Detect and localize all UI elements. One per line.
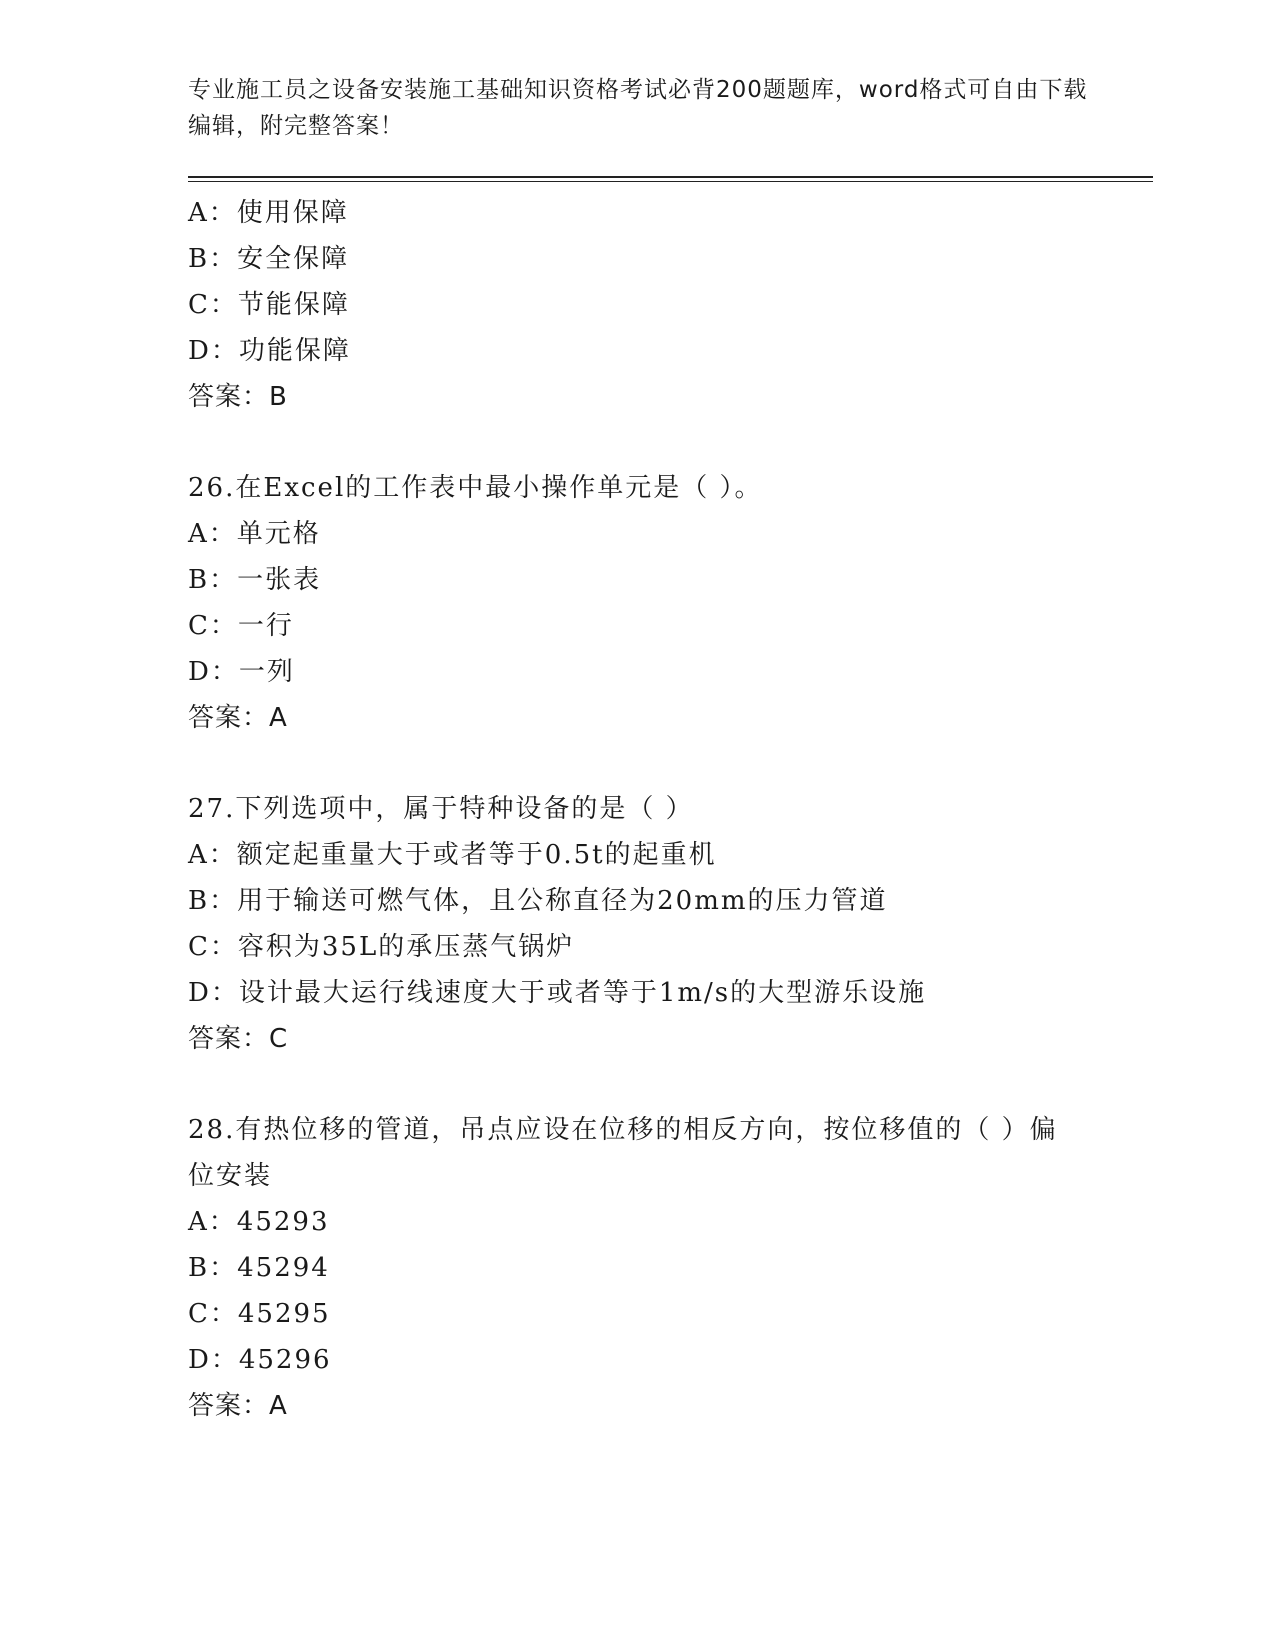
answer: 答案：A [188,703,288,733]
header-divider-thick [188,176,1153,178]
option-a: A：45293 [188,1207,330,1237]
spacer [188,741,1148,786]
option-a: A：使用保障 [188,198,349,228]
answer: 答案：B [188,382,288,412]
option-d: D：功能保障 [188,336,351,366]
header-divider-thin [188,181,1153,182]
option-d: D：45296 [188,1345,332,1375]
option-a: A：额定起重量大于或者等于0.5t的起重机 [188,840,717,870]
spacer [188,1062,1148,1107]
option-b: B：安全保障 [188,244,350,274]
option-c: C：45295 [188,1299,331,1329]
answer: 答案：A [188,1391,288,1421]
document-header: 专业施工员之设备安装施工基础知识资格考试必背200题题库，word格式可自由下载编辑，附完整答案！ [188,77,1088,139]
question-25 [188,190,1148,420]
option-b: B：45294 [188,1253,330,1283]
question-stem: 28.有热位移的管道，吊点应设在位移的相反方向，按位移值的（ ）偏位安装 [188,1115,1058,1191]
option-a: A：单元格 [188,519,321,549]
question-list [188,190,1148,1429]
option-d: D：一列 [188,657,295,687]
question-28 [188,1107,1148,1429]
question-stem: 27.下列选项中，属于特种设备的是（ ） [188,794,694,824]
question-26 [188,465,1148,741]
question-stem: 26.在Excel的工作表中最小操作单元是（ ）。 [188,473,763,503]
option-d: D：设计最大运行线速度大于或者等于1m/s的大型游乐设施 [188,978,927,1008]
option-c: C：一行 [188,611,294,641]
question-27 [188,786,1148,1062]
option-b: B：一张表 [188,565,322,595]
option-b: B：用于输送可燃气体，且公称直径为20mm的压力管道 [188,886,888,916]
option-c: C：节能保障 [188,290,350,320]
answer: 答案：C [188,1024,289,1054]
spacer [188,420,1148,465]
option-c: C：容积为35L的承压蒸气锅炉 [188,932,575,962]
